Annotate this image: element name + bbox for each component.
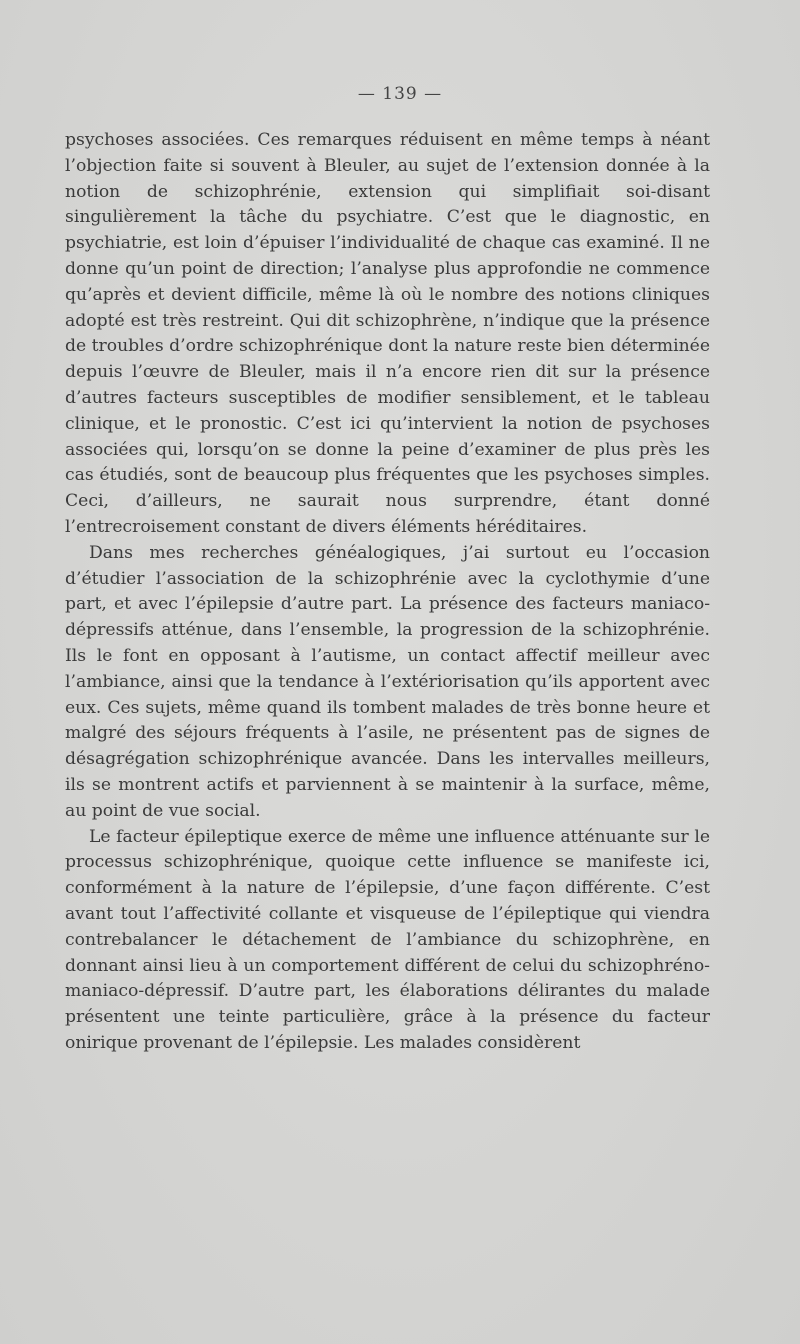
body-text [65, 128, 710, 1057]
page-number: — 139 — [357, 84, 443, 104]
paragraph-3: Le facteur épileptique exerce de même une influence atténuante sur le processus schizophrénique, quoique cette influence se manifeste ici, conformément à la nature de l’épilepsie, d’une façon différente. C’est avant tout l’affectivité collante et visqueuse de l’épileptique qui viendra contrebalancer le détachement de l’ambiance du schizophrène, en donnant ainsi lieu à un comportement différent de celui du schizophréno-maniaco-dépressif. D’autre part, les élaborations délirantes du malade présentent une teinte particulière, grâce à la présence du facteur onirique provenant de l’épilepsie. Les malades considèrent [65, 826, 710, 1053]
paragraph-1: psychoses associées. Ces remarques réduisent en même temps à néant l’objection faite si souvent à Bleuler, au sujet de l’extension donnée à la notion de schizophrénie, extension qui simplifiait soi-disant singulièrement la tâche du psychiatre. C’est que le diagnostic, en psychiatrie, est loin d’épuiser l’individualité de chaque cas examiné. Il ne donne qu’un point de direction; l’analyse plus approfondie ne commence qu’après et devient difficile, même là où le nombre des notions cliniques adopté est très restreint. Qui dit schizophrène, n’indique que la présence de troubles d’ordre schizophrénique dont la nature reste bien déterminée depuis l’œuvre de Bleuler, mais il n’a encore rien dit sur la présence d’autres facteurs susceptibles de modifier sensiblement, et le tableau clinique, et le pronostic. C’est ici qu’intervient la notion de psychoses associées qui, lorsqu’on se donne la peine d’examiner de plus près les cas étudiés, sont de beaucoup plus fréquentes que les psychoses simples. Ceci, d’ailleurs, ne saurait nous surprendre, étant donné l’entrecroisement constant de divers éléments héréditaires. [65, 130, 710, 537]
paragraph-2: Dans mes recherches généalogiques, j’ai surtout eu l’occasion d’étudier l’association de la schizophrénie avec la cyclothymie d’une part, et avec l’épilepsie d’autre part. La présence des facteurs maniaco-dépressifs atténue, dans l’ensemble, la progression de la schizophrénie. Ils le font en opposant à l’autisme, un contact affectif meilleur avec l’ambiance, ainsi que la tendance à l’extériorisation qu’ils apportent avec eux. Ces sujets, même quand ils tombent malades de très bonne heure et malgré des séjours fréquents à l’asile, ne présentent pas de signes de désagrégation schizophrénique avancée. Dans les intervalles meilleurs, ils se montrent actifs et parviennent à se maintenir à la surface, même, au point de vue social. [65, 542, 710, 821]
